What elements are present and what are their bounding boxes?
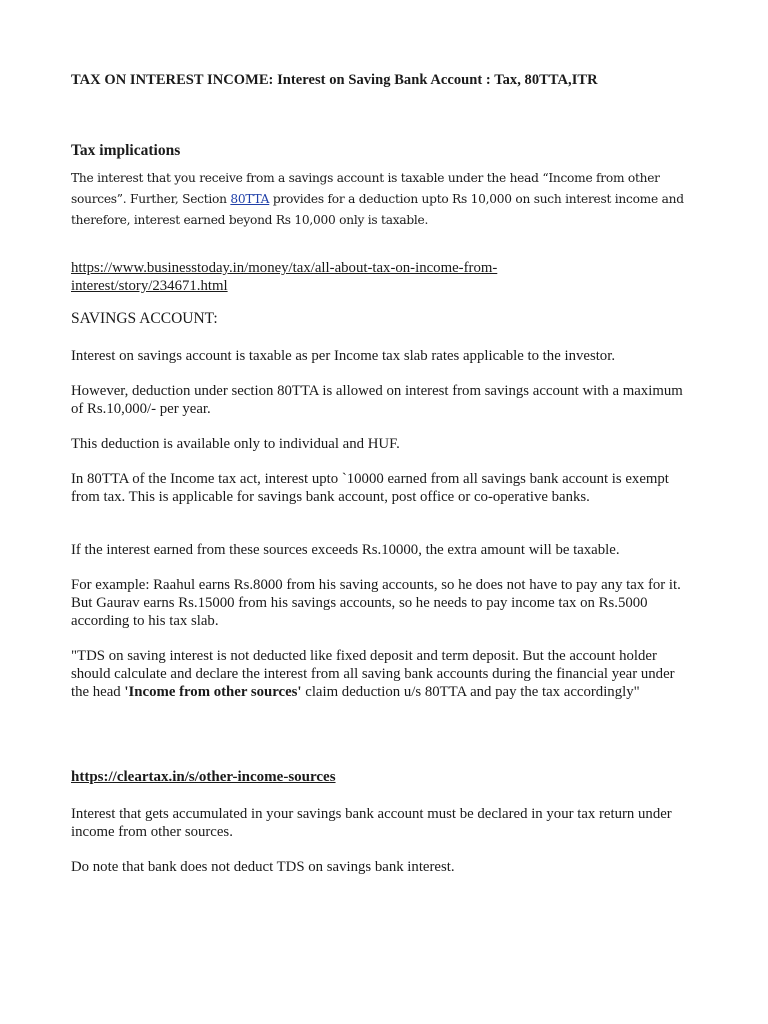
tds-quote-start: "TDS on saving interest is not deducted like fixed deposit and term deposit. But the account holder should calculate and declare the interest from all saving bank accounts during the financial year under the head <box>71 648 675 700</box>
savings-paragraph-example: For example: Raahul earns Rs.8000 from his saving accounts, so he does not have to pay any tax for it. But Gaurav earns Rs.15000 from his savings accounts, so he needs to pay income tax on Rs.5000 according to his tax slab. <box>71 577 681 629</box>
businesstoday-link-line-1: https://www.businesstoday.in/money/tax/all-about-tax-on-income-from- <box>71 260 498 276</box>
tax-implications-text-end: provides for a deduction upto Rs 10,000 on such interest income and therefore, interest earned beyond Rs 10,000 only is taxable. <box>71 192 684 227</box>
cleartax-source-link[interactable]: https://cleartax.in/s/other-income-sources <box>71 769 336 785</box>
businesstoday-link-line-2: interest/story/234671.html <box>71 278 228 294</box>
businesstoday-source-link[interactable] <box>71 259 591 295</box>
tax-implications-text-start: The interest that you receive from a savings account is taxable under the head “Income from other sources”. Further, Section <box>71 171 660 206</box>
closing-paragraph-declare: Interest that gets accumulated in your savings bank account must be declared in your tax return under income from other sources. <box>71 806 672 840</box>
tax-implications-heading: Tax implications <box>71 142 181 159</box>
document-title: TAX ON INTEREST INCOME: Interest on Saving Bank Account : Tax, 80TTA,ITR <box>71 72 598 88</box>
tax-implications-paragraph <box>71 168 696 231</box>
closing-paragraph-tds-note: Do note that bank does not deduct TDS on savings bank interest. <box>71 859 455 875</box>
savings-paragraph-excess: If the interest earned from these sources exceeds Rs.10000, the extra amount will be taxable. <box>71 542 620 558</box>
savings-paragraph-eligibility: This deduction is available only to individual and HUF. <box>71 436 400 452</box>
savings-account-heading: SAVINGS ACCOUNT: <box>71 310 218 327</box>
tds-quote-end: claim deduction u/s 80TTA and pay the tax accordingly" <box>301 684 640 700</box>
savings-paragraph-tds-quote <box>71 647 696 701</box>
tds-quote-bold-head: 'Income from other sources' <box>124 684 302 700</box>
savings-paragraph-slab-rates: Interest on savings account is taxable as per Income tax slab rates applicable to the investor. <box>71 348 616 364</box>
section-80tta-link[interactable]: 80TTA <box>230 192 270 206</box>
savings-paragraph-exemption: In 80TTA of the Income tax act, interest upto `10000 earned from all savings bank account is exempt from tax. This is applicable for savings bank account, post office or co-operative banks. <box>71 471 669 505</box>
savings-paragraph-deduction: However, deduction under section 80TTA is allowed on interest from savings account with a maximum of Rs.10,000/- per year. <box>71 383 683 417</box>
